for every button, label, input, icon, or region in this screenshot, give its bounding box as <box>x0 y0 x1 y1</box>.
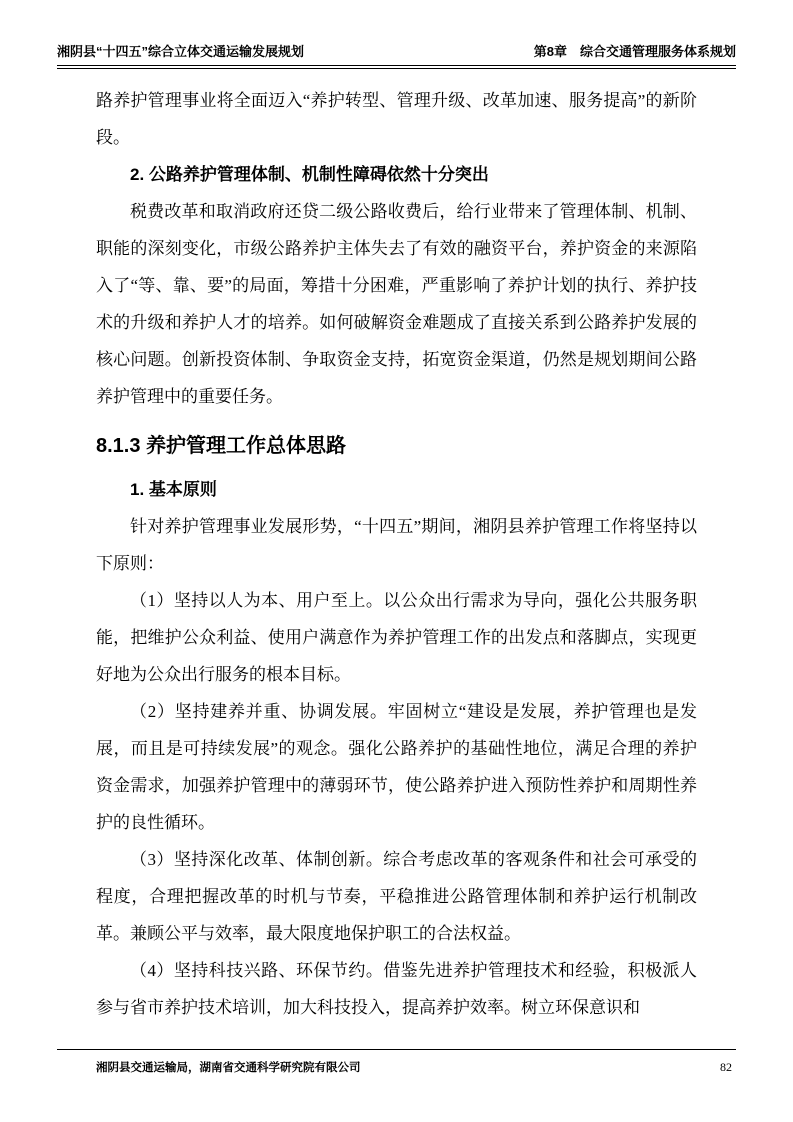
page-number: 82 <box>720 1060 732 1074</box>
subheading-basic-principles: 1. 基本原则 <box>130 480 217 499</box>
paragraph-principles-intro: 针对养护管理事业发展形势，“十四五”期间，湘阴县养护管理工作将坚持以下原则： <box>96 517 697 573</box>
header-left-title: 湘阴县“十四五”综合立体交通运输发展规划 <box>57 44 305 59</box>
paragraph-principle-1: （1）坚持以人为本、用户至上。以公众出行需求为导向，强化公共服务职能，把维护公众利益、使用户满意作为养护管理工作的出发点和落脚点，实现更好地为公众出行服务的根本目标。 <box>96 591 697 684</box>
page-header <box>57 44 736 69</box>
paragraph-principle-3: （3）坚持深化改革、体制创新。综合考虑改革的客观条件和社会可承受的程度，合理把握改革的时机与节奏，平稳推进公路管理体制和养护运行机制改革。兼顾公平与效率，最大限度地保护职工的合法权益。 <box>96 850 697 943</box>
subheading-obstacles: 2. 公路养护管理体制、机制性障碍依然十分突出 <box>130 165 489 184</box>
section-heading-8-1-3: 8.1.3 养护管理工作总体思路 <box>96 435 347 457</box>
document-body <box>96 82 697 1026</box>
footer-rule <box>57 1049 736 1050</box>
paragraph-tax-reform: 税费改革和取消政府还贷二级公路收费后，给行业带来了管理体制、机制、职能的深刻变化，市级公路养护主体失去了有效的融资平台，养护资金的来源陷入了“等、靠、要”的局面，筹措十分困难，严重影响了养护计划的执行、养护技术的升级和养护人才的培养。如何破解资金难题成了直接关系到公路养护发展的核心问题。创新投资体制、争取资金支持，拓宽资金渠道，仍然是规划期间公路养护管理中的重要任务。 <box>96 202 697 406</box>
page-footer <box>57 1049 736 1075</box>
paragraph-continuation: 路养护管理事业将全面迈入“养护转型、管理升级、改革加速、服务提高”的新阶段。 <box>96 91 697 147</box>
paragraph-principle-2: （2）坚持建养并重、协调发展。牢固树立“建设是发展，养护管理也是发展，而且是可持续发展”的观念。强化公路养护的基础性地位，满足合理的养护资金需求，加强养护管理中的薄弱环节，使公路养护进入预防性养护和周期性养护的良性循环。 <box>96 702 697 832</box>
header-right-title: 第8章 综合交通管理服务体系规划 <box>533 44 736 59</box>
header-double-rule <box>57 65 736 69</box>
footer-organization: 湘阴县交通运输局，湖南省交通科学研究院有限公司 <box>96 1062 361 1074</box>
paragraph-principle-4: （4）坚持科技兴路、环保节约。借鉴先进养护管理技术和经验，积极派人参与省市养护技术培训，加大科技投入，提高养护效率。树立环保意识和 <box>96 961 697 1017</box>
